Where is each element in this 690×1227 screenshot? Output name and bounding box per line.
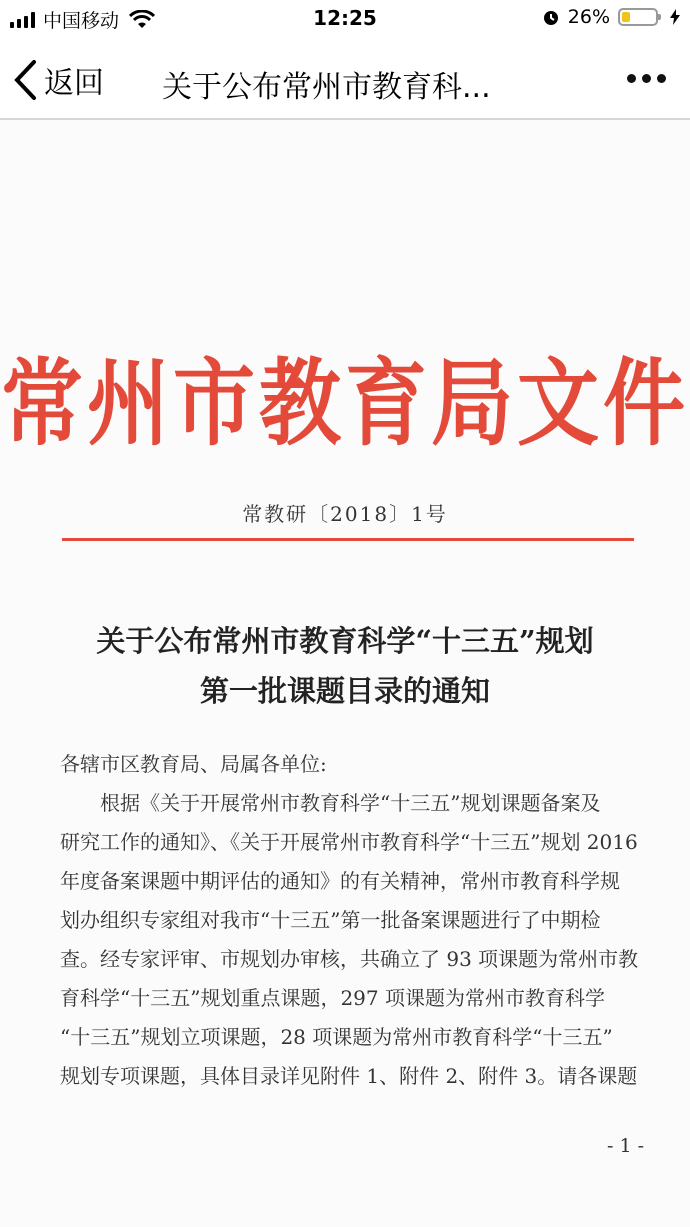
page-number: - 1 - (606, 1135, 644, 1157)
title-line-2: 第一批课题目录的通知 (199, 674, 490, 708)
status-time: 12:25 (313, 6, 377, 30)
nav-bar (0, 40, 690, 120)
document-header: 常州市教育局文件 (0, 348, 689, 460)
charging-icon (670, 9, 680, 25)
body-line: 根据《关于开展常州市教育科学“十三五”规划课题备案及 (100, 791, 601, 815)
document-title (0, 616, 690, 716)
more-dots-icon (627, 74, 636, 83)
battery-percent: 26% (567, 6, 610, 28)
back-label: 返回 (44, 66, 104, 101)
document-body (60, 784, 644, 1096)
alarm-icon (542, 8, 560, 26)
title-line-1: 关于公布常州市教育科学“十三五”规划 (96, 624, 594, 658)
battery-fill (622, 12, 630, 22)
body-line: 育科学“十三五”规划重点课题，297 项课题为常州市教育科学 (60, 986, 605, 1010)
body-line: “十三五”规划立项课题，28 项课题为常州市教育科学“十三五” (60, 1025, 613, 1049)
body-line: 查。经专家评审、市规划办审核，共确立了 93 项课题为常州市教 (60, 947, 639, 971)
red-divider (62, 538, 634, 541)
battery-icon (618, 8, 658, 26)
carrier-label: 中国移动 (43, 10, 120, 32)
chevron-left-icon (12, 59, 38, 101)
document-page[interactable] (0, 120, 690, 1227)
body-line: 研究工作的通知》、《关于开展常州市教育科学“十三五”规划 2016 (60, 830, 638, 854)
more-button[interactable] (627, 74, 666, 83)
body-line: 划办组织专家组对我市“十三五”第一批备案课题进行了中期检 (60, 908, 601, 932)
salutation: 各辖市区教育局、局属各单位: (60, 752, 327, 776)
document-number: 常教研〔2018〕1号 (242, 502, 448, 526)
body-line: 规划专项课题，具体目录详见附件 1、附件 2、附件 3。请各课题 (60, 1064, 638, 1088)
status-bar (0, 0, 690, 40)
back-button[interactable] (12, 58, 104, 102)
page-title: 关于公布常州市教育科... (162, 70, 491, 105)
body-line: 年度备案课题中期评估的通知》的有关精神，常州市教育科学规 (60, 869, 620, 893)
status-right (542, 6, 680, 28)
